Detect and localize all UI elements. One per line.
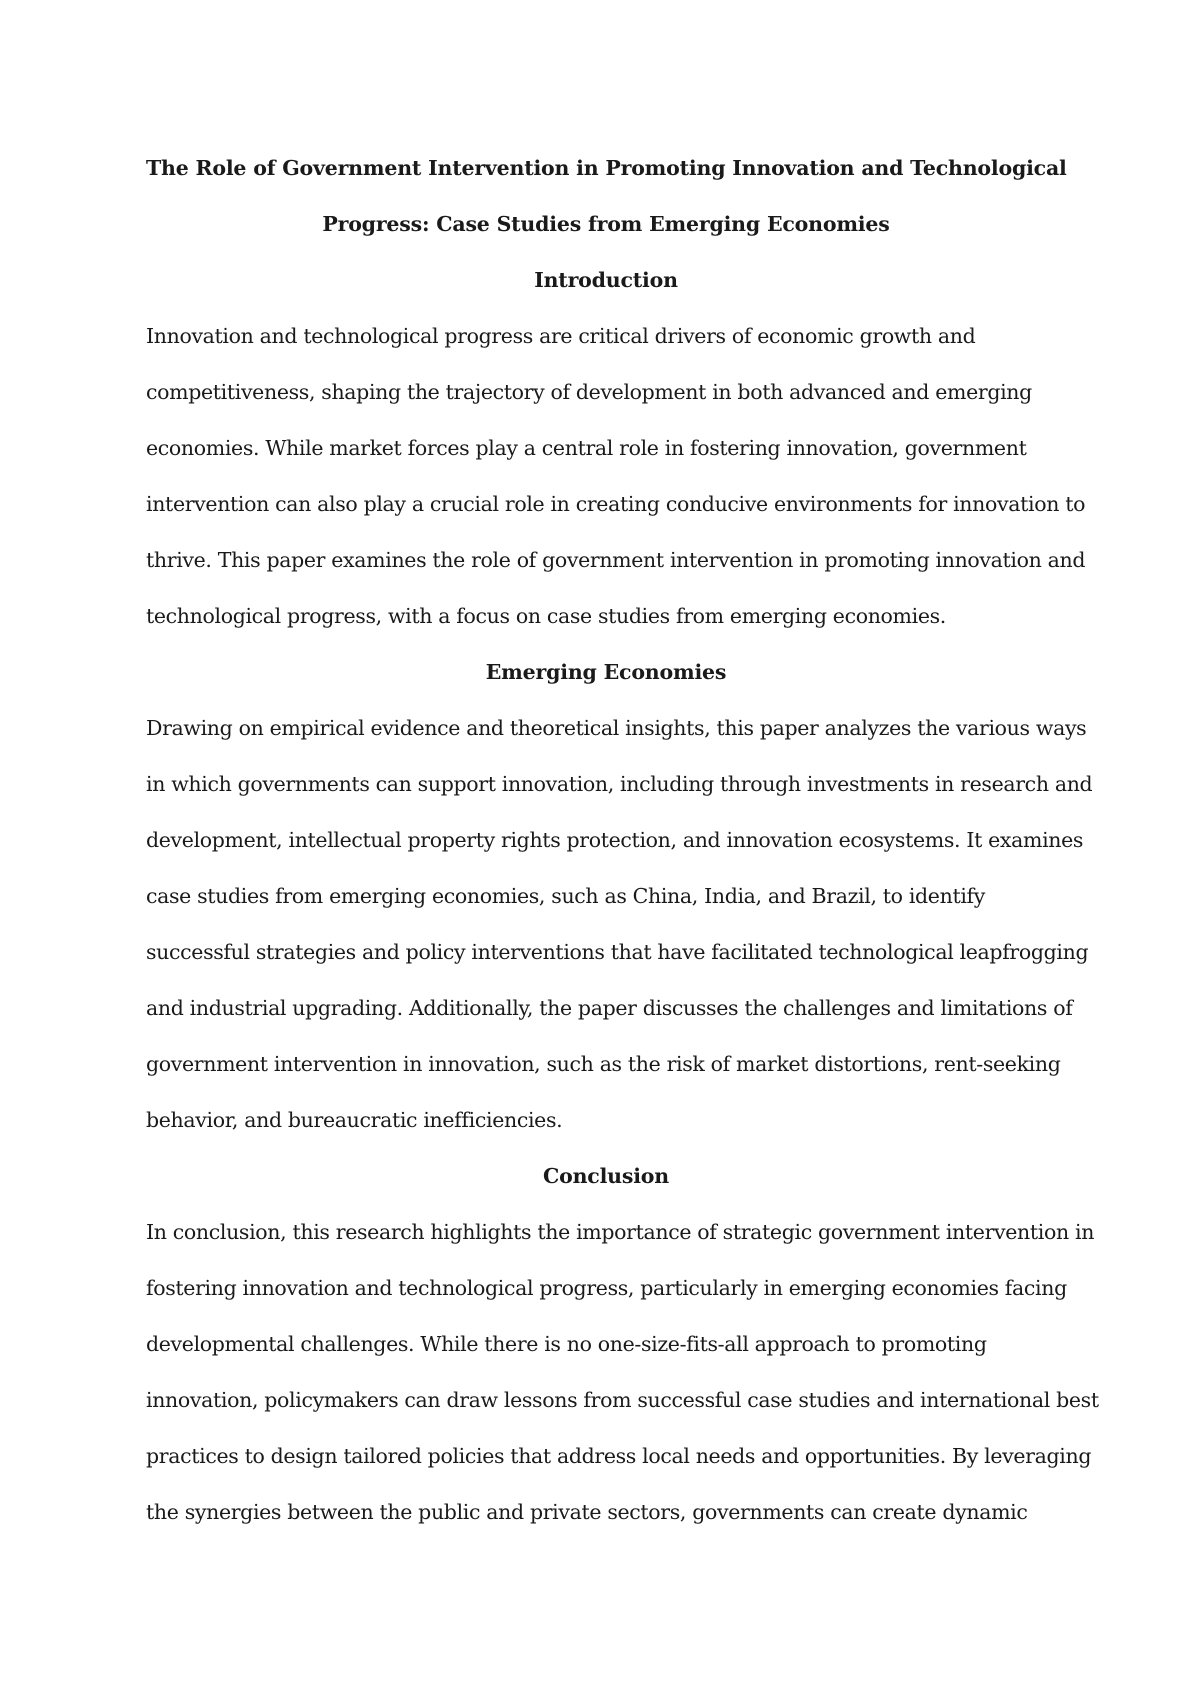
section-heading-introduction: Introduction bbox=[534, 268, 678, 292]
paragraph-line: Drawing on empirical evidence and theoretical insights, this paper analyzes the various ways bbox=[146, 716, 1087, 740]
title-line-1: The Role of Government Intervention in Promoting Innovation and Technological bbox=[146, 156, 1067, 180]
paragraph-conclusion bbox=[146, 1204, 1099, 1540]
paragraph-introduction bbox=[146, 308, 1086, 644]
paragraph-line: developmental challenges. While there is no one-size-fits-all approach to promoting bbox=[146, 1332, 987, 1356]
paragraph-line: and industrial upgrading. Additionally, the paper discusses the challenges and limitations of bbox=[146, 996, 1073, 1020]
paragraph-line: intervention can also play a crucial role in creating conducive environments for innovation to bbox=[146, 492, 1086, 516]
paragraph-line: government intervention in innovation, such as the risk of market distortions, rent-seeking bbox=[146, 1052, 1061, 1076]
paragraph-line: in which governments can support innovation, including through investments in research and bbox=[146, 772, 1093, 796]
section-heading-emerging-economies: Emerging Economies bbox=[485, 660, 727, 684]
paragraph-line: competitiveness, shaping the trajectory of development in both advanced and emerging bbox=[146, 380, 1032, 404]
paragraph-line: economies. While market forces play a central role in fostering innovation, government bbox=[146, 436, 1027, 460]
paragraph-line: practices to design tailored policies that address local needs and opportunities. By leveraging bbox=[146, 1444, 1092, 1468]
section-heading-conclusion: Conclusion bbox=[543, 1164, 669, 1188]
paragraph-line: thrive. This paper examines the role of government intervention in promoting innovation and bbox=[146, 548, 1086, 572]
paragraph-line: successful strategies and policy interventions that have facilitated technological leapfrogging bbox=[146, 940, 1089, 964]
paragraph-line: development, intellectual property rights protection, and innovation ecosystems. It examines bbox=[146, 828, 1084, 852]
paragraph-line: technological progress, with a focus on case studies from emerging economies. bbox=[146, 604, 946, 628]
paragraph-line: In conclusion, this research highlights the importance of strategic government intervention in bbox=[146, 1220, 1095, 1244]
paragraph-line: behavior, and bureaucratic inefficiencies. bbox=[146, 1108, 563, 1132]
title-line-2: Progress: Case Studies from Emerging Economies bbox=[322, 212, 890, 236]
paragraph-line: the synergies between the public and private sectors, governments can create dynamic bbox=[146, 1500, 1028, 1524]
paragraph-line: innovation, policymakers can draw lessons from successful case studies and international best bbox=[146, 1388, 1099, 1412]
paragraph-line: fostering innovation and technological progress, particularly in emerging economies facing bbox=[146, 1276, 1067, 1300]
document-body bbox=[146, 140, 1099, 1540]
paragraph-line: Innovation and technological progress are critical drivers of economic growth and bbox=[146, 324, 976, 348]
paragraph-emerging-economies bbox=[146, 700, 1093, 1148]
paragraph-line: case studies from emerging economies, such as China, India, and Brazil, to identify bbox=[146, 884, 986, 908]
